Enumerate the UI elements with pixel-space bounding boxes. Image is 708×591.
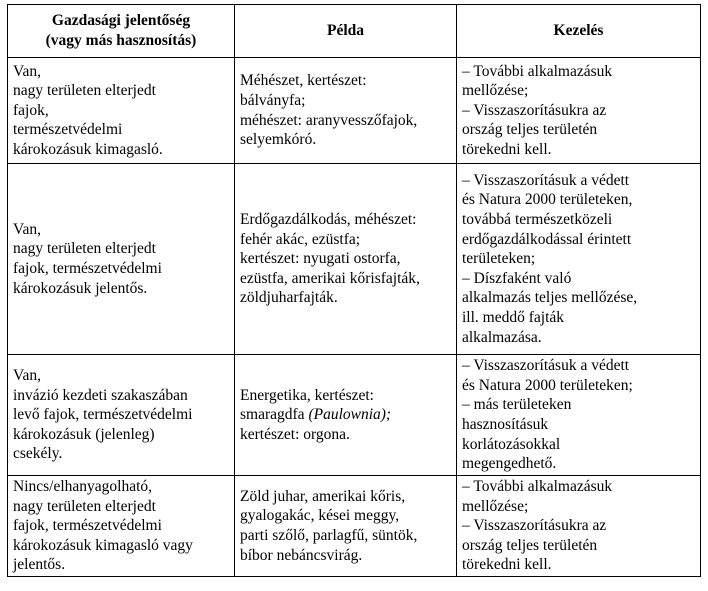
cell-significance: Van, nagy területen elterjedt fajok, természetvédelmi károkozásuk kimagasló.	[8, 58, 235, 164]
cell-treatment: – További alkalmazásuk mellőzése; – Visszaszorításukra az ország teljes területén törekedni kell.	[457, 476, 701, 577]
header-treatment: Kezelés	[457, 5, 701, 58]
table-row	[8, 355, 701, 476]
cell-significance: Van, invázió kezdeti szakaszában levő fajok, természetvédelmi károkozásuk (jelenleg) csekély.	[8, 355, 235, 476]
cell-significance: Nincs/elhanyagolható, nagy területen elterjedt fajok, természetvédelmi károkozásuk kimagasló vagy jelentős.	[8, 476, 235, 577]
scientific-name: (Paulownia);	[308, 406, 392, 424]
table-row	[8, 164, 701, 355]
species-management-table	[7, 4, 701, 577]
table-row	[8, 476, 701, 577]
cell-treatment: – Visszaszorításuk a védett és Natura 2000 területeken, továbbá természetközeli erdőgazdálkodással érintett területeken; – Díszfaként való alkalmazás teljes mellőzése, ill. meddő fajták alkalmazása.	[457, 164, 701, 355]
header-economic-significance: Gazdasági jelentőség (vagy más hasznosítás)	[8, 5, 235, 58]
cell-treatment: – További alkalmazásuk mellőzése; – Visszaszorításukra az ország teljes területén törekedni kell.	[457, 58, 701, 164]
cell-example: Méhészet, kertészet: bálványfa; méhészet: aranyvesszőfajok, selyemkóró.	[235, 58, 457, 164]
header-example: Példa	[235, 5, 457, 58]
cell-example: Erdőgazdálkodás, méhészet: fehér akác, ezüstfa; kertészet: nyugati ostorfa, ezüstfa, amerikai kőrisfajták, zöldjuharfajták.	[235, 164, 457, 355]
cell-treatment: – Visszaszorításuk a védett és Natura 2000 területeken; – más területeken hasznosításuk korlátozásokkal megengedhető.	[457, 355, 701, 476]
table-header-row	[8, 5, 701, 58]
cell-example: Zöld juhar, amerikai kőris, gyalogakác, kései meggy, parti szőlő, parlagfű, süntök, bíbor nebáncsvirág.	[235, 476, 457, 577]
table-row	[8, 58, 701, 164]
cell-example: Energetika, kertészet: smaragdfa (Paulownia); kertészet: orgona.	[235, 355, 457, 476]
cell-significance: Van, nagy területen elterjedt fajok, természetvédelmi károkozásuk jelentős.	[8, 164, 235, 355]
